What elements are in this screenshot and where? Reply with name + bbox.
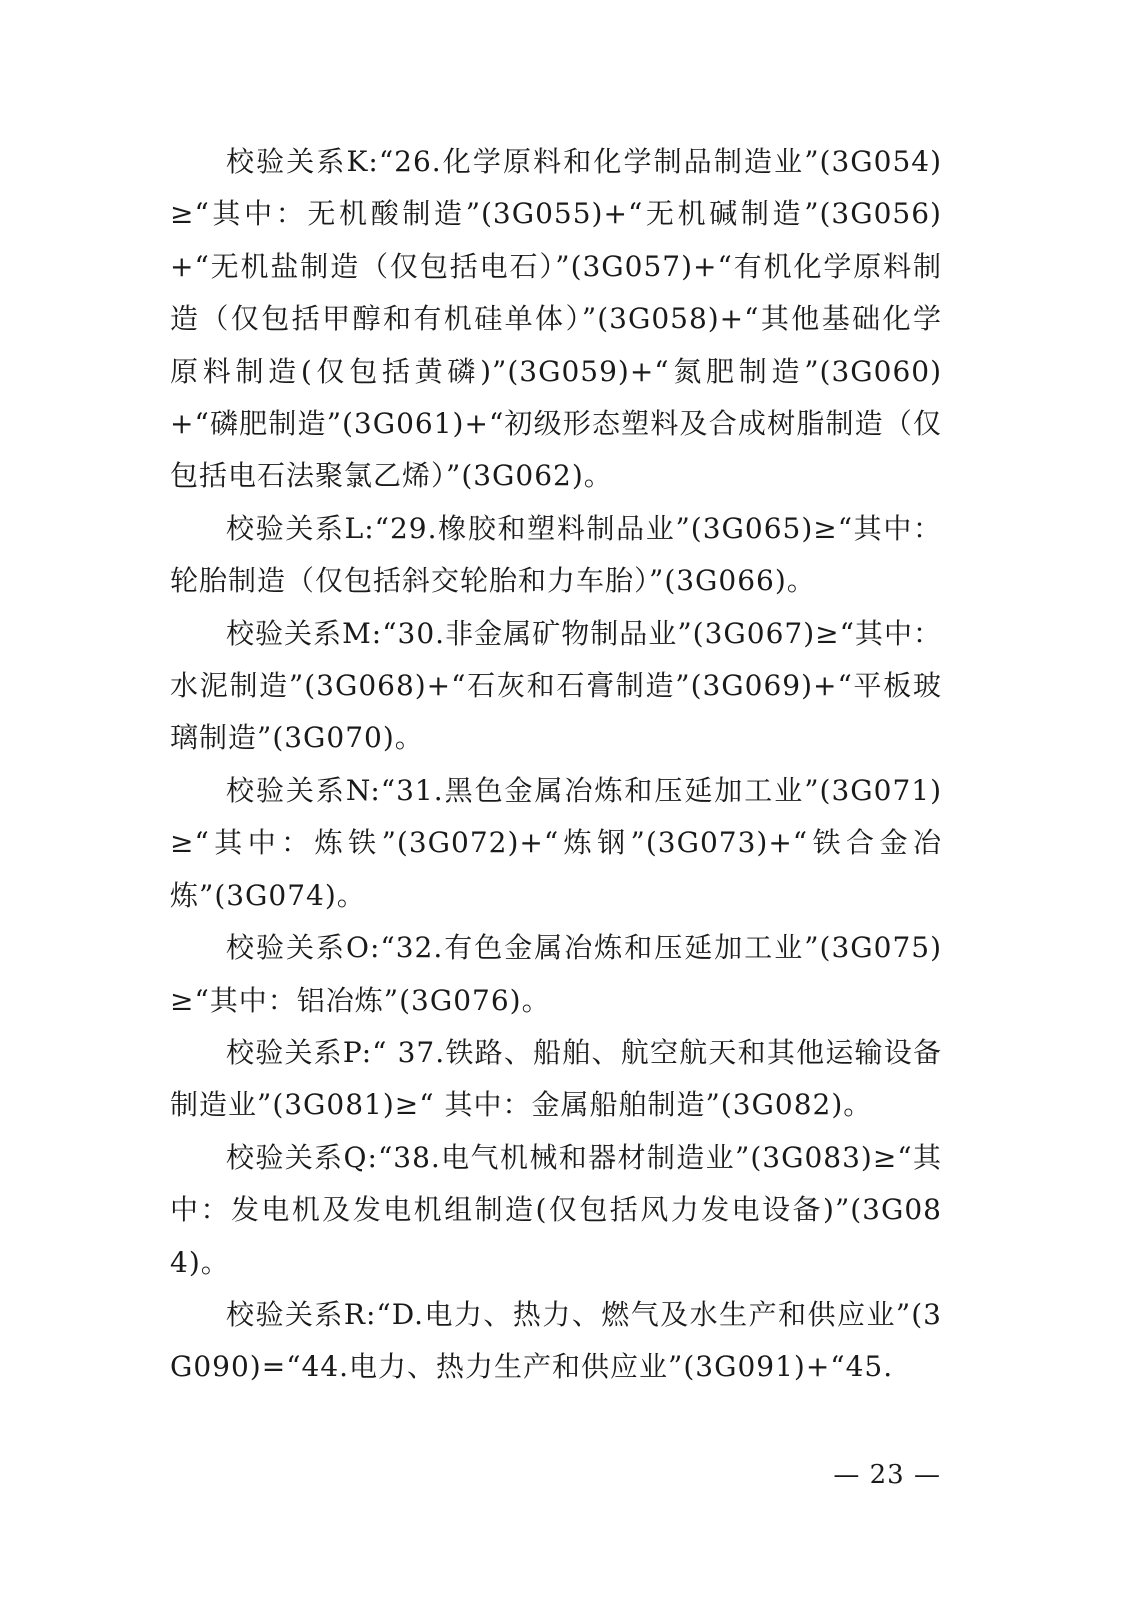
document-body <box>170 136 942 1394</box>
paragraph-relation-o: 校验关系O:“32.有色金属冶炼和压延加工业”(3G075)≥“其中：铝冶炼”(3G076)。 <box>170 931 942 1017</box>
paragraph-relation-l: 校验关系L:“29.橡胶和塑料制品业”(3G065)≥“其中：轮胎制造（仅包括斜交轮胎和力车胎）”(3G066)。 <box>170 511 942 598</box>
page-number: — 23 — <box>833 1460 941 1490</box>
paragraph-relation-q: 校验关系Q:“38.电气机械和器材制造业”(3G083)≥“其中：发电机及发电机组制造(仅包括风力发电设备)”(3G084)。 <box>170 1140 942 1279</box>
paragraph-relation-n: 校验关系N:“31.黑色金属冶炼和压延加工业”(3G071)≥“其中：炼铁”(3G072)+“炼钢”(3G073)+“铁合金冶炼”(3G074)。 <box>170 773 942 912</box>
paragraph-relation-p: 校验关系P:“ 37.铁路、船舶、航空航天和其他运输设备制造业”(3G081)≥“ 其中：金属船舶制造”(3G082)。 <box>170 1035 942 1122</box>
paragraph-relation-m: 校验关系M:“30.非金属矿物制品业”(3G067)≥“其中：水泥制造”(3G068)+“石灰和石膏制造”(3G069)+“平板玻璃制造”(3G070)。 <box>170 616 942 755</box>
paragraph-relation-k: 校验关系K:“26.化学原料和化学制品制造业”(3G054)≥“其中：无机酸制造”(3G055)+“无机碱制造”(3G056)+“无机盐制造（仅包括电石）”(3G057)+“有机化学原料制造（仅包括甲醇和有机硅单体）”(3G058)+“其他基础化学原料制造(仅包括黄磷)”(3G059)+“氮肥制造”(3G060)+“磷肥制造”(3G061)+“初级形态塑料及合成树脂制造（仅包括电石法聚氯乙烯）”(3G062)。 <box>170 145 942 493</box>
paragraph-relation-r: 校验关系R:“D.电力、热力、燃气及水生产和供应业”(3G090)=“44.电力、热力生产和供应业”(3G091)+“45. <box>170 1297 942 1384</box>
